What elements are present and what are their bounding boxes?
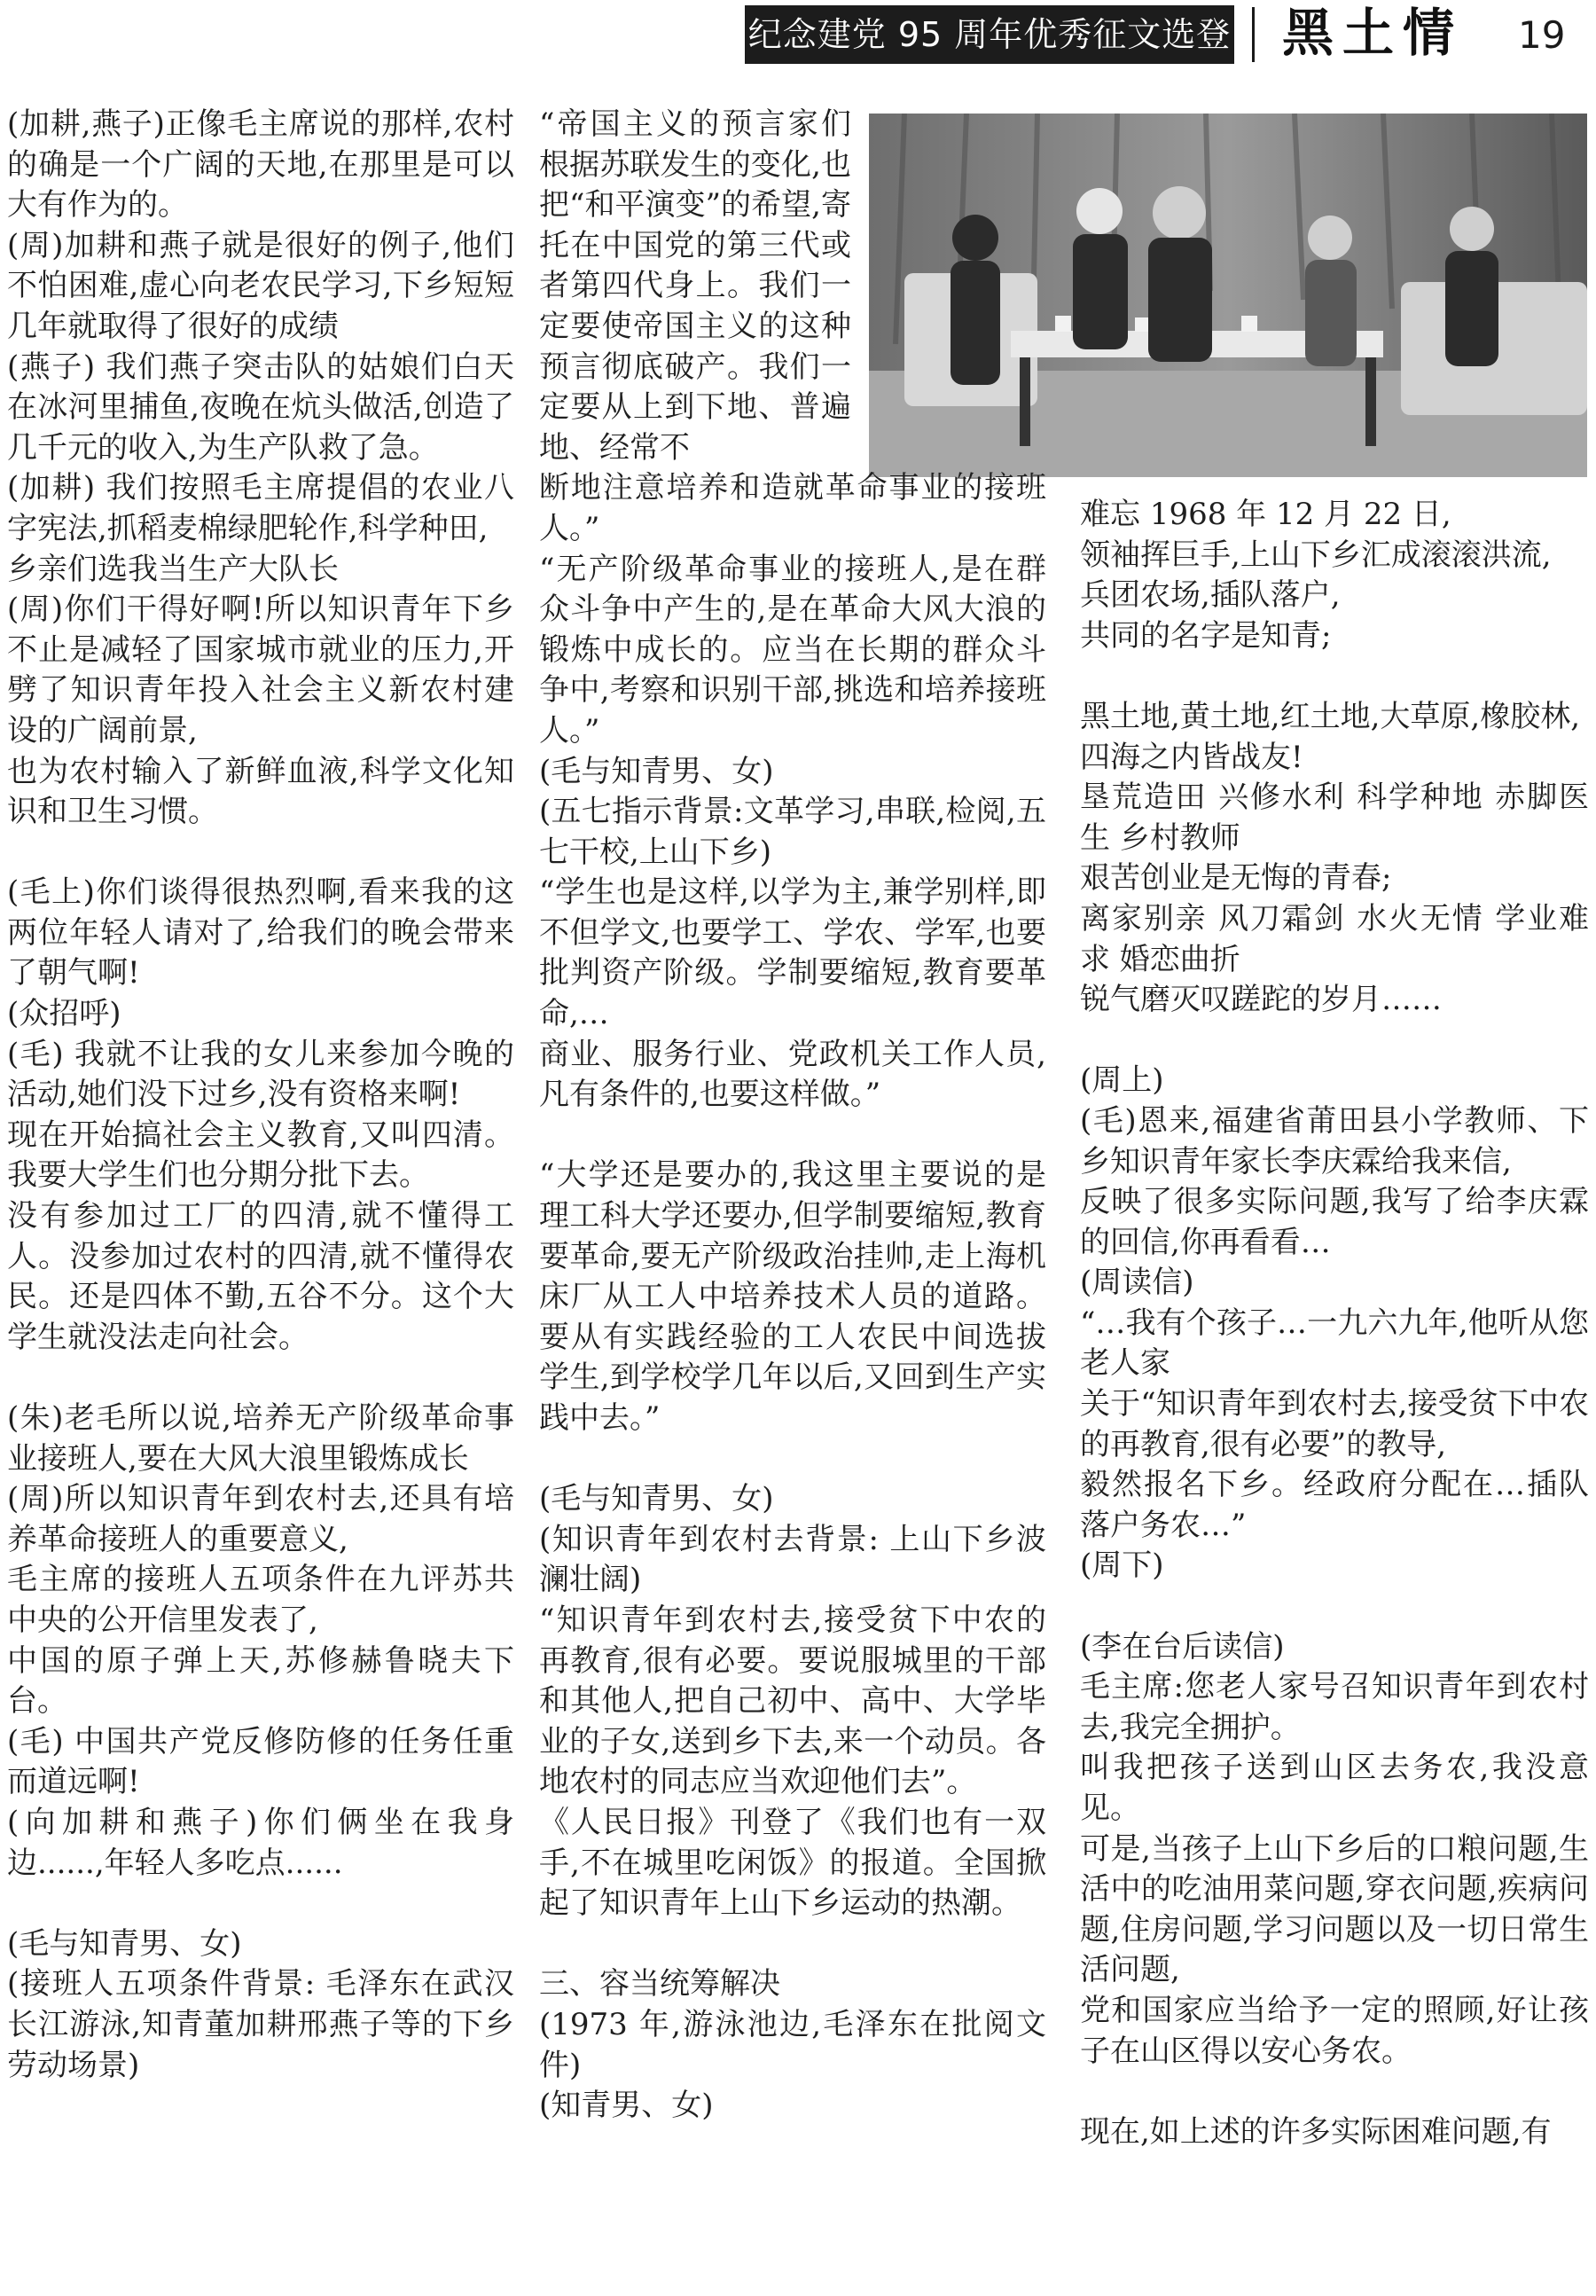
paragraph: 兵团农场,插队落户, xyxy=(1080,577,1341,614)
paragraph: 反映了很多实际问题,我写了给李庆霖的回信,你再看看… xyxy=(1080,1184,1589,1260)
paragraph: “大学还是要办的,我这里主要说的是理工科大学还要办,但学制要缩短,教育要革命,要无产阶级政治挂帅,走上海机床厂从工人中培养技术人员的道路。要从有实践经验的工人农民中间选拔学生,到学校学几年以后,又回到生产实践中去。” xyxy=(539,1157,1046,1436)
paragraph: (加耕) 我们按照毛主席提倡的农业八字宪法,抓稻麦棉绿肥轮作,科学种田, xyxy=(7,470,514,546)
paragraph: 锐气磨灭叹蹉跎的岁月…… xyxy=(1080,982,1442,1018)
paragraph: 艰苦创业是无悔的青春; xyxy=(1080,860,1392,897)
paragraph: (毛与知青男、女) xyxy=(539,1481,774,1517)
paragraph: (知青男、女) xyxy=(539,2088,714,2124)
paragraph: (李在台后读信) xyxy=(1080,1628,1285,1665)
paragraph: 黑土地,黄土地,红土地,大草原,橡胶林, xyxy=(1080,698,1581,734)
paragraph: 没有参加过工厂的四清,就不懂得工人。没参加过农村的四清,就不懂得农民。还是四体不勤,五谷不分。这个大学生就没法走向社会。 xyxy=(7,1198,514,1355)
masthead-logo: 黑土情 xyxy=(1282,3,1464,63)
paragraph: (五七指示背景:文革学习,串联,检阅,五七干校,上山下乡) xyxy=(539,794,1046,870)
paragraph: 毅然报名下乡。经政府分配在…插队落户务农…” xyxy=(1080,1467,1589,1543)
paragraph: “知识青年到农村去,接受贫下中农的再教育,很有必要。要说服城里的干部和其他人,把自己初中、高中、大学毕业的子女,送到乡下去,来一个动员。各地农村的同志应当欢迎他们去”。 xyxy=(539,1602,1046,1800)
paragraph: (毛) 我就不让我的女儿来参加今晚的活动,她们没下过乡,没有资格来啊! xyxy=(7,1036,514,1113)
paragraph-gap xyxy=(7,833,514,874)
paragraph: 中国的原子弹上天,苏修赫鲁晓夫下台。 xyxy=(7,1642,514,1720)
paragraph: 垦荒造田 兴修水利 科学种地 赤脚医生 乡村教师 xyxy=(1080,780,1589,856)
paragraph: 现在,如上述的许多实际困难问题,有 xyxy=(1080,2113,1552,2150)
column-banner: 纪念建党 95 周年优秀征文选登 xyxy=(745,5,1234,64)
text-column-2-main xyxy=(539,468,1046,2126)
paragraph: 现在开始搞社会主义教育,又叫四清。我要大学生们也分期分批下去。 xyxy=(7,1117,514,1194)
paragraph: 可是,当孩子上山下乡后的口粮问题,生活中的吃油用菜问题,穿衣问题,疾病问题,住房问题,学习问题以及一切日常生活问题, xyxy=(1080,1830,1589,1988)
paragraph: (接班人五项条件背景: 毛泽东在武汉长江游泳,知青董加耕邢燕子等的下乡劳动场景) xyxy=(7,1966,514,2083)
paragraph: “学生也是这样,以学为主,兼学别样,即不但学文,也要学工、学农、学军,也要批判资产阶级。学制要缩短,教育要革命,… xyxy=(539,874,1046,1032)
paragraph: 《人民日报》刊登了《我们也有一双手,不在城里吃闲饭》的报道。全国掀起了知识青年上山下乡运动的热潮。 xyxy=(539,1804,1046,1922)
paragraph: 毛主席的接班人五项条件在九评苏共中央的公开信里发表了, xyxy=(7,1562,514,1638)
header-divider xyxy=(1252,7,1255,62)
paragraph: 三、容当统筹解决 xyxy=(539,1966,780,2002)
paragraph: (周)所以知识青年到农村去,还具有培养革命接班人的重要意义, xyxy=(7,1481,514,1557)
paragraph: 商业、服务行业、党政机关工作人员,凡有条件的,也要这样做。” xyxy=(539,1036,1046,1113)
paragraph: (毛与知青男、女) xyxy=(7,1925,242,1962)
paragraph: 离家别亲 风刀霜剑 水火无情 学业难求 婚恋曲折 xyxy=(1080,900,1589,977)
paragraph-gap xyxy=(1080,1587,1589,1627)
page-number: 19 xyxy=(1518,13,1566,57)
paragraph-gap xyxy=(539,1924,1046,1965)
paragraph: (周读信) xyxy=(1080,1265,1194,1301)
paragraph: (周)你们干得好啊!所以知识青年下乡不止是减轻了国家城市就业的压力,开劈了知识青年投入社会主义新农村建设的广阔前景, xyxy=(7,592,514,748)
paragraph: (毛上)你们谈得很热烈啊,看来我的这两位年轻人请对了,给我们的晚会带来了朝气啊! xyxy=(7,874,514,991)
paragraph-gap xyxy=(1080,2072,1589,2112)
paragraph: (众招呼) xyxy=(7,996,121,1032)
paragraph-gap xyxy=(1080,656,1589,697)
paragraph: “帝国主义的预言家们根据苏联发生的变化,也把“和平演变”的希望,寄托在中国党的第三代或者第四代身上。我们一定要使帝国主义的这种预言彻底破产。我们一定要从上到下地、普遍地、经常不 xyxy=(539,106,851,466)
paragraph: (毛与知青男、女) xyxy=(539,753,774,789)
paragraph: (毛) 中国共产党反修防修的任务任重而道远啊! xyxy=(7,1723,514,1800)
paragraph: (知识青年到农村去背景: 上山下乡波澜壮阔) xyxy=(539,1521,1046,1598)
paragraph-gap xyxy=(1080,1021,1589,1062)
paragraph-gap xyxy=(539,1116,1046,1156)
paragraph: 毛主席:您老人家号召知识青年到农村去,我完全拥护。 xyxy=(1080,1669,1589,1745)
paragraph: 关于“知识青年到农村去,接受贫下中农的再教育,很有必要”的教导, xyxy=(1080,1386,1589,1462)
paragraph: (朱)老毛所以说,培养无产阶级革命事业接班人,要在大风大浪里锻炼成长 xyxy=(7,1400,514,1477)
paragraph: (周上) xyxy=(1080,1062,1164,1099)
paragraph: 乡亲们选我当生产大队长 xyxy=(7,551,339,587)
paragraph: (周)加耕和燕子就是很好的例子,他们不怕困难,虚心向老农民学习,下乡短短几年就取得了很好的成绩 xyxy=(7,227,514,344)
paragraph: 领袖挥巨手,上山下乡汇成滚滚洪流, xyxy=(1080,537,1552,573)
paragraph: 断地注意培养和造就革命事业的接班人。” xyxy=(539,470,1046,546)
paragraph: 叫我把孩子送到山区去务农,我没意见。 xyxy=(1080,1750,1589,1826)
paragraph: (毛)恩来,福建省莆田县小学教师、下乡知识青年家长李庆霖给我来信, xyxy=(1080,1102,1589,1179)
paragraph: “无产阶级革命事业的接班人,是在群众斗争中产生的,是在革命大风大浪的锻炼中成长的。应当在长期的群众斗争中,考察和识别干部,挑选和培养接班人。” xyxy=(539,551,1046,748)
paragraph-gap xyxy=(7,1358,514,1399)
text-column-2-wrap-segment xyxy=(539,105,851,468)
paragraph: “…我有个孩子…一九六九年,他听从您老人家 xyxy=(1080,1305,1589,1382)
paragraph-gap xyxy=(7,1884,514,1924)
text-column-1 xyxy=(7,105,514,2086)
paragraph-gap xyxy=(539,1439,1046,1480)
paragraph: (周下) xyxy=(1080,1548,1164,1584)
paragraph: 难忘 1968 年 12 月 22 日, xyxy=(1080,497,1451,532)
paragraph: (1973 年,游泳池边,毛泽东在批阅文件) xyxy=(539,2006,1046,2083)
paragraph: 也为农村输入了新鲜血液,科学文化知识和卫生习惯。 xyxy=(7,753,514,830)
paragraph: 四海之内皆战友! xyxy=(1080,739,1303,775)
paragraph: (向加耕和燕子)你们俩坐在我身边......,年轻人多吃点...... xyxy=(7,1804,514,1881)
paragraph: 共同的名字是知青; xyxy=(1080,617,1332,654)
text-column-2 xyxy=(539,105,1046,2127)
text-column-3 xyxy=(1080,495,1589,2152)
paragraph: 党和国家应当给予一定的照顾,好让孩子在山区得以安心务农。 xyxy=(1080,1992,1589,2069)
paragraph: (加耕,燕子)正像毛主席说的那样,农村的确是一个广阔的天地,在那里是可以大有作为的。 xyxy=(7,106,514,223)
paragraph: (燕子) 我们燕子突击队的姑娘们白天在冰河里捕鱼,夜晚在炕头做活,创造了几千元的收入,为生产队救了急。 xyxy=(7,349,514,466)
